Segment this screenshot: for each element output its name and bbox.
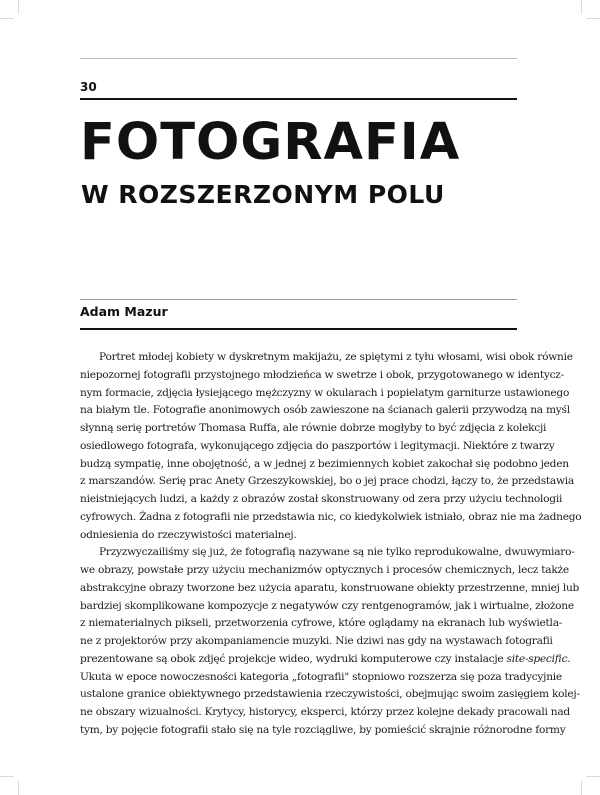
- body-text: [80, 349, 582, 740]
- paragraph: [80, 349, 582, 544]
- text-line: we obrazy, powstałe przy użyciu mechanizmów optycznych i procesów chemicznych, lecz także: [80, 564, 569, 576]
- crop-mark: [581, 0, 582, 14]
- crop-mark: [0, 776, 14, 777]
- author-bottom-rule: [80, 328, 517, 330]
- chapter-title: FOTOGRAFIA: [80, 113, 461, 172]
- author-name: Adam Mazur: [80, 304, 168, 319]
- text-line: Przyzwyczailiśmy się już, że fotografią nazywane są nie tylko reprodukowalne, dwuwymiaro-: [99, 546, 575, 559]
- text-line: cyfrowych. Żadna z fotografii nie przedstawia nic, co kiedykolwiek istniało, obraz nie ma żadnego: [80, 510, 582, 523]
- text-line: z niematerialnych pikseli, przetworzenia cyfrowe, które oglądamy na ekranach lub wyświetla-: [80, 617, 563, 630]
- crop-mark: [581, 781, 582, 795]
- crop-mark: [0, 18, 14, 19]
- text-line: budzą sympatię, inne obojętność, a w jednej z bezimiennych kobiet zakochał się podobno jeden: [80, 457, 569, 470]
- text-line: abstrakcyjne obrazy tworzone bez użycia aparatu, konstruowane obiekty przestrzenne, mniej lub: [80, 581, 580, 594]
- crop-mark: [586, 776, 600, 777]
- text-line: niepozornej fotografii przystojnego młodzieńca w swetrze i obok, przygotowanego w identycz-: [80, 368, 564, 381]
- text-line: ne z projektorów przy akompaniamencie muzyki. Nie dziwi nas gdy na wystawach fotografii: [80, 635, 553, 647]
- page-number-rule: [80, 98, 517, 100]
- paragraph: [80, 544, 580, 739]
- page-number: 30: [80, 80, 97, 94]
- crop-mark: [18, 781, 19, 795]
- text-line: osiedlowego fotografa, wykonującego zdjęcia do paszportów i legitymacji. Niektóre z twarzy: [80, 439, 555, 452]
- text-line: tym, by pojęcie fotografii stało się na tyle rozciągliwe, by pomieścić skrajnie różnorodne formy: [80, 723, 566, 736]
- text-line: Ukuta w epoce nowoczesności kategoria „fotografii" stopniowo rozszerza się poza tradycyjnie: [80, 670, 562, 683]
- chapter-subtitle: W ROZSZERZONYM POLU: [81, 180, 445, 209]
- text-line: na białym tle. Fotografie anonimowych osób zawieszone na ścianach galerii przywodzą na myśl: [80, 404, 570, 417]
- text-line: Portret młodej kobiety w dyskretnym makijażu, ze spiętymi z tyłu włosami, wisi obok równie: [99, 351, 573, 363]
- text-line: z marszandów. Serię prac Anety Grzeszykowskiej, bo o jej prace chodzi, łączy to, że przedstawia: [80, 475, 574, 488]
- text-line: ne obszary wizualności. Krytycy, historycy, eksperci, którzy przez kolejne dekady pracowali nad: [80, 706, 570, 718]
- text-line: bardziej skomplikowane kompozycje z negatywów czy rentgenogramów, jak i wirtualne, złożone: [80, 599, 574, 612]
- crop-mark: [586, 18, 600, 19]
- author-top-rule: [80, 299, 517, 300]
- text-line: nym formacie, zdjęcia łysiejącego mężczyzny w okularach i popielatym garniturze ustawionego: [80, 386, 570, 399]
- text-line: ustalone granice obiektywnego przedstawienia rzeczywistości, obejmując swoim zasięgiem kolej-: [80, 688, 580, 701]
- crop-mark: [18, 0, 19, 14]
- text-line: nieistniejących ludzi, a każdy z obrazów został skonstruowany od zera przy użyciu technologii: [80, 493, 563, 505]
- text-line: prezentowane są obok zdjęć projekcje wideo, wydruki komputerowe czy instalacje site-specific.: [80, 652, 571, 665]
- header-rule: [80, 58, 517, 59]
- text-line: odniesienia do rzeczywistości materialnej.: [80, 528, 297, 541]
- text-line: słynną serię portretów Thomasa Ruffa, ale równie dobrze mogłyby to być zdjęcia z kolekcji: [80, 422, 547, 434]
